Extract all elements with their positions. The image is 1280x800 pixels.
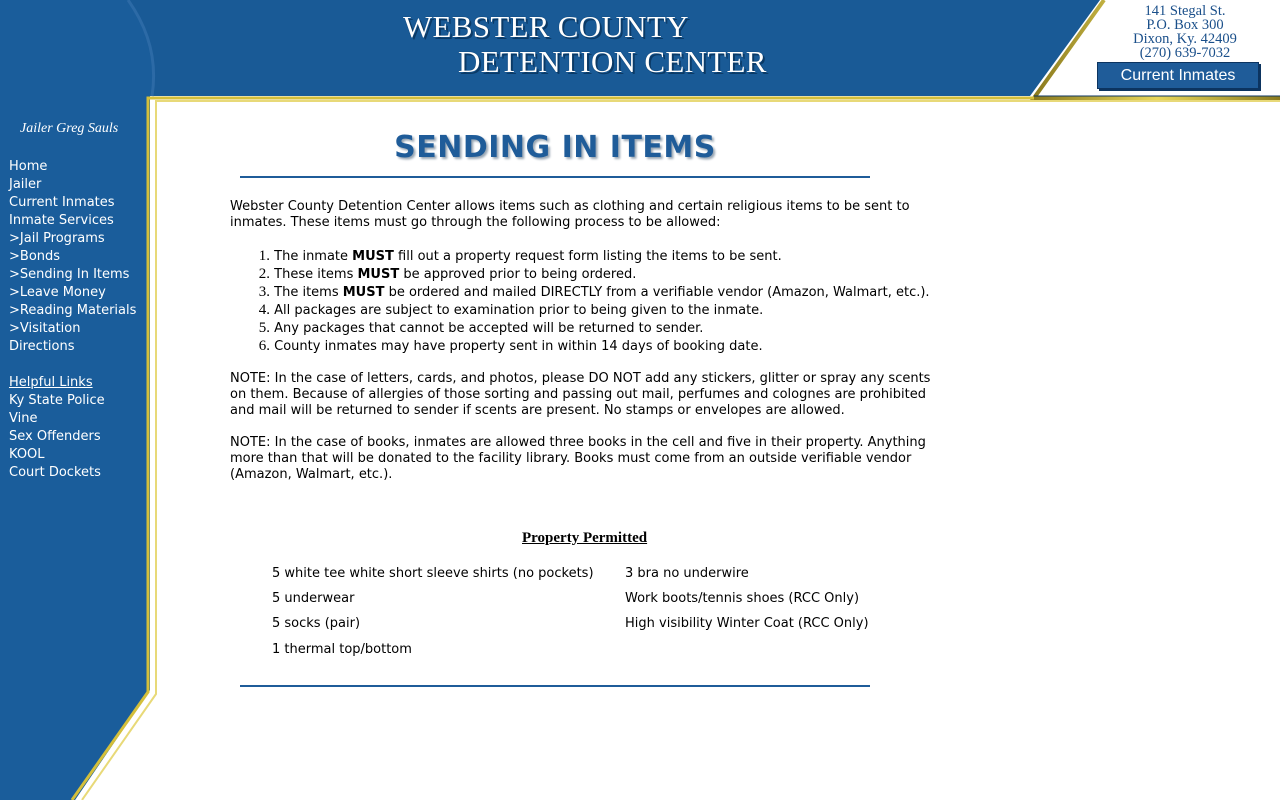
step-emphasis: MUST — [357, 267, 400, 282]
property-item: Work boots/tennis shoes (RCC Only) — [625, 591, 860, 606]
list-item — [250, 283, 930, 301]
jailer-signature: Jailer Greg Sauls — [20, 121, 119, 136]
property-item: 5 socks (pair) — [272, 616, 361, 631]
sidebar-item-jail-programs[interactable] — [9, 230, 136, 248]
step-text: be ordered and mailed DIRECTLY from a verifiable vendor (Amazon, Walmart, etc.). — [384, 285, 930, 300]
sidebar-nav — [9, 158, 136, 482]
step-text: fill out a property request form listing the items to be sent. — [393, 249, 782, 264]
note-letters: NOTE: In the case of letters, cards, and photos, please DO NOT add any stickers, glitter or spray any scents on them. Because of allergies of those sorting and passing out mail, perfumes and colognes are prohibited and mail will be returned to sender if scents are present. No stamps or envelopes are allowed. — [230, 371, 931, 418]
property-item: 1 thermal top/bottom — [272, 642, 412, 657]
page-title: SENDING IN ITEMS — [394, 130, 716, 165]
sidebar-item-reading-materials[interactable] — [9, 302, 136, 320]
sidebar-item-label: Bonds — [19, 249, 61, 264]
step-number: 5. — [258, 320, 270, 336]
address-po-box: P.O. Box 300 — [1146, 17, 1224, 33]
step-text: be approved prior to being ordered. — [399, 267, 637, 282]
sidebar-item-label: Visitation — [19, 321, 81, 336]
divider-bottom — [240, 685, 870, 687]
link-vine[interactable]: Vine — [9, 411, 38, 426]
sidebar-item-sending-in-items[interactable] — [9, 266, 136, 284]
step-emphasis: MUST — [342, 285, 385, 300]
list-item — [250, 319, 930, 337]
list-item — [250, 337, 930, 355]
nav-spacer — [9, 356, 136, 374]
address-city: Dixon, Ky. 42409 — [1133, 31, 1237, 47]
list-item — [250, 247, 930, 265]
sidebar-item-leave-money[interactable] — [9, 284, 136, 302]
process-steps-list — [250, 247, 930, 355]
step-number: 3. — [258, 284, 270, 300]
sidebar-item-home[interactable] — [9, 158, 136, 176]
sidebar-item-jailer[interactable] — [9, 176, 136, 194]
sidebar-item-current-inmates[interactable] — [9, 194, 136, 212]
step-text: These items — [274, 267, 358, 282]
sidebar-item-label: Sending In Items — [19, 267, 130, 282]
address-street: 141 Stegal St. — [1144, 3, 1226, 19]
sidebar-item-directions[interactable] — [9, 338, 136, 356]
step-number: 2. — [258, 266, 270, 282]
sidebar-item-label: Reading Materials — [19, 303, 137, 318]
list-item — [250, 265, 930, 283]
site-title-line-1: WEBSTER COUNTY — [403, 9, 689, 44]
sidebar-item-bonds[interactable] — [9, 248, 136, 266]
sidebar-item-label: Directions — [9, 339, 75, 354]
link-ky-state-police[interactable]: Ky State Police — [9, 393, 105, 408]
nav-arrow-icon: > — [9, 321, 20, 336]
step-text: Any packages that cannot be accepted will be returned to sender. — [274, 321, 704, 336]
sidebar-item-label: Jail Programs — [19, 231, 105, 246]
note-books: NOTE: In the case of books, inmates are allowed three books in the cell and five in their property. Anything more than that will be donated to the facility library. Books must come from an outside verifiable vendor (Amazon, Walmart, etc.). — [230, 435, 926, 482]
step-text: The inmate — [274, 249, 353, 264]
link-sex-offenders[interactable]: Sex Offenders — [9, 429, 101, 444]
sidebar-item-label: Leave Money — [19, 285, 106, 300]
intro-paragraph: Webster County Detention Center allows items such as clothing and certain religious items to be sent to inmates. These items must go through the following process to be allowed: — [230, 199, 910, 230]
sidebar-item-label: Jailer — [9, 177, 42, 192]
list-item — [250, 301, 930, 319]
sidebar-item-label: Current Inmates — [9, 195, 115, 210]
sidebar-item-visitation[interactable] — [9, 320, 136, 338]
sidebar-item-label: Inmate Services — [9, 213, 114, 228]
property-item: High visibility Winter Coat (RCC Only) — [625, 616, 869, 631]
step-emphasis: MUST — [352, 249, 394, 264]
helpful-links-heading[interactable]: Helpful Links — [9, 375, 93, 390]
address-phone: (270) 639-7032 — [1139, 45, 1231, 61]
property-item: 5 white tee white short sleeve shirts (no pockets) — [272, 566, 594, 581]
link-court-dockets[interactable]: Court Dockets — [9, 465, 101, 480]
link-kool[interactable]: KOOL — [9, 447, 45, 462]
nav-arrow-icon: > — [9, 231, 20, 246]
step-text: All packages are subject to examination prior to being given to the inmate. — [274, 303, 764, 318]
sidebar-item-inmate-services[interactable] — [9, 212, 136, 230]
step-number: 4. — [258, 302, 270, 318]
nav-arrow-icon: > — [9, 267, 20, 282]
nav-arrow-icon: > — [9, 285, 20, 300]
sidebar-item-label: Home — [9, 159, 48, 174]
nav-arrow-icon: > — [9, 249, 20, 264]
step-text: The items — [274, 285, 343, 300]
step-number: 6. — [258, 338, 270, 354]
nav-arrow-icon: > — [9, 303, 20, 318]
divider-top — [240, 176, 870, 178]
property-item: 3 bra no underwire — [625, 566, 749, 581]
property-item: 5 underwear — [272, 591, 355, 606]
step-number: 1. — [258, 248, 270, 264]
current-inmates-button[interactable]: Current Inmates — [1097, 62, 1259, 89]
site-title-line-2: DETENTION CENTER — [458, 44, 767, 79]
step-text: County inmates may have property sent in within 14 days of booking date. — [274, 339, 763, 354]
property-permitted-heading: Property Permitted — [522, 530, 648, 546]
